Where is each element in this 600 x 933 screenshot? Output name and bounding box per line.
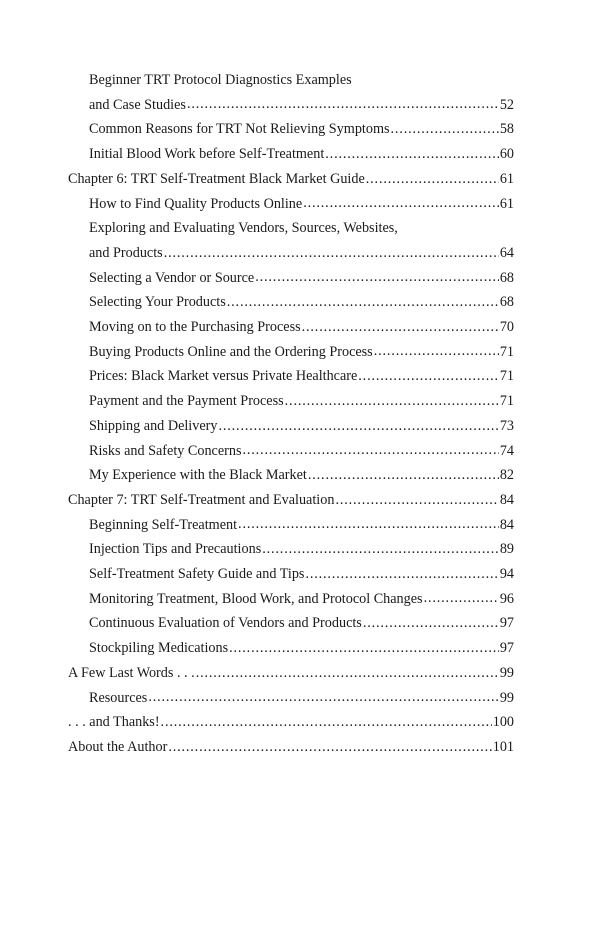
toc-entry: [68, 216, 514, 265]
toc-page-number: 73: [499, 417, 514, 434]
toc-page-number: 74: [499, 442, 514, 459]
toc-entry: [68, 562, 514, 587]
toc-entry: [68, 636, 514, 661]
toc-page-number: 61: [499, 195, 514, 212]
toc-entry: [68, 364, 514, 389]
toc-entry: [68, 414, 514, 439]
toc-entry-title: Selecting Your Products: [89, 294, 226, 311]
table-of-contents: [68, 68, 514, 760]
dot-leader: [218, 416, 498, 430]
toc-entry-title: Injection Tips and Precautions: [89, 541, 262, 558]
toc-entry: [68, 117, 514, 142]
dot-leader: [303, 193, 499, 207]
toc-entry-title: Selecting a Vendor or Source: [89, 269, 255, 286]
toc-entry-title: and Products: [89, 244, 163, 261]
dot-leader: [243, 440, 499, 454]
toc-page-number: 97: [499, 615, 514, 632]
toc-entry-title: Resources: [89, 689, 148, 706]
dot-leader: [305, 564, 498, 578]
toc-page-number: 82: [499, 467, 514, 484]
toc-entry: [68, 439, 514, 464]
toc-entry-title: Chapter 6: TRT Self-Treatment Black Market Guide: [68, 170, 365, 187]
toc-chapter-entry: [68, 661, 514, 686]
toc-page-number: 100: [492, 714, 514, 731]
dot-leader: [302, 317, 499, 331]
toc-page-number: 99: [499, 664, 514, 681]
dot-leader: [358, 366, 499, 380]
toc-page-number: 68: [499, 294, 514, 311]
dot-leader: [308, 465, 499, 479]
toc-entry-title: Moving on to the Purchasing Process: [89, 319, 301, 336]
toc-entry-title: My Experience with the Black Market: [89, 467, 307, 484]
dot-leader: [161, 712, 492, 726]
toc-entry-title: Risks and Safety Concerns: [89, 442, 242, 459]
toc-entry-title: and Case Studies: [89, 96, 186, 113]
dot-leader: [366, 169, 499, 183]
dot-leader: [229, 638, 499, 652]
toc-entry: [68, 389, 514, 414]
dot-leader: [285, 391, 499, 405]
dot-leader: [227, 292, 499, 306]
toc-entry-title: A Few Last Words . . .: [68, 664, 195, 681]
toc-entry-title: Continuous Evaluation of Vendors and Products: [89, 615, 362, 632]
toc-entry-title-line1: Beginner TRT Protocol Diagnostics Examples: [89, 72, 352, 88]
toc-entry: [68, 686, 514, 711]
toc-entry: [68, 142, 514, 167]
toc-entry: [68, 68, 514, 117]
toc-page-number: 84: [499, 516, 514, 533]
toc-entry-title: Monitoring Treatment, Blood Work, and Protocol Changes: [89, 590, 423, 607]
toc-entry-title: Initial Blood Work before Self-Treatment: [89, 146, 325, 163]
toc-page-number: 94: [499, 566, 514, 583]
toc-entry-title: Beginning Self-Treatment: [89, 516, 238, 533]
toc-page-number: 68: [499, 269, 514, 286]
toc-chapter-entry: [68, 167, 514, 192]
toc-entry-title-line1: Exploring and Evaluating Vendors, Sources, Websites,: [89, 220, 398, 237]
toc-page-number: 64: [499, 244, 514, 261]
toc-entry: [68, 611, 514, 636]
toc-entry-title: Buying Products Online and the Ordering Process: [89, 343, 373, 360]
dot-leader: [238, 514, 499, 528]
toc-page-number: 99: [499, 689, 514, 706]
dot-leader: [168, 737, 491, 751]
toc-entry-title: About the Author: [68, 738, 168, 755]
toc-entry-title: Common Reasons for TRT Not Relieving Symptoms: [89, 121, 390, 138]
toc-entry-title: How to Find Quality Products Online: [89, 195, 303, 212]
toc-entry: [68, 537, 514, 562]
toc-entry: [68, 587, 514, 612]
toc-entry-title: Shipping and Delivery: [89, 417, 218, 434]
toc-entry-title: Self-Treatment Safety Guide and Tips: [89, 566, 305, 583]
toc-page-number: 70: [499, 319, 514, 336]
dot-leader: [391, 119, 499, 133]
toc-page-number: 84: [499, 491, 514, 508]
dot-leader: [374, 342, 499, 356]
toc-entry-title: Prices: Black Market versus Private Healthcare: [89, 368, 358, 385]
toc-entry: [68, 192, 514, 217]
dot-leader: [262, 539, 499, 553]
dot-leader: [325, 144, 499, 158]
toc-page-number: 58: [499, 121, 514, 138]
dot-leader: [424, 589, 499, 603]
dot-leader: [187, 95, 499, 109]
dot-leader: [255, 267, 499, 281]
toc-entry: [68, 315, 514, 340]
toc-entry-title: Stockpiling Medications: [89, 640, 229, 657]
toc-chapter-entry: [68, 735, 514, 760]
dot-leader: [196, 663, 499, 677]
toc-page-number: 71: [499, 368, 514, 385]
toc-page-number: 71: [499, 343, 514, 360]
dot-leader: [335, 490, 498, 504]
toc-entry-title: . . . and Thanks!: [68, 714, 160, 731]
toc-entry: [68, 513, 514, 538]
toc-chapter-entry: [68, 488, 514, 513]
dot-leader: [363, 613, 499, 627]
toc-page-number: 52: [499, 96, 514, 113]
toc-entry-title: Chapter 7: TRT Self-Treatment and Evaluation: [68, 491, 335, 508]
toc-page-number: 97: [499, 640, 514, 657]
toc-entry: [68, 290, 514, 315]
toc-page-number: 96: [499, 590, 514, 607]
toc-page-number: 71: [499, 393, 514, 410]
toc-entry-title: Payment and the Payment Process: [89, 393, 284, 410]
dot-leader: [148, 687, 499, 701]
toc-page-number: 101: [492, 738, 514, 755]
toc-page-number: 61: [499, 170, 514, 187]
toc-entry: [68, 463, 514, 488]
toc-page-number: 89: [499, 541, 514, 558]
toc-page-number: 60: [499, 146, 514, 163]
dot-leader: [164, 243, 499, 257]
toc-entry: [68, 266, 514, 291]
toc-entry: [68, 340, 514, 365]
toc-chapter-entry: [68, 710, 514, 735]
